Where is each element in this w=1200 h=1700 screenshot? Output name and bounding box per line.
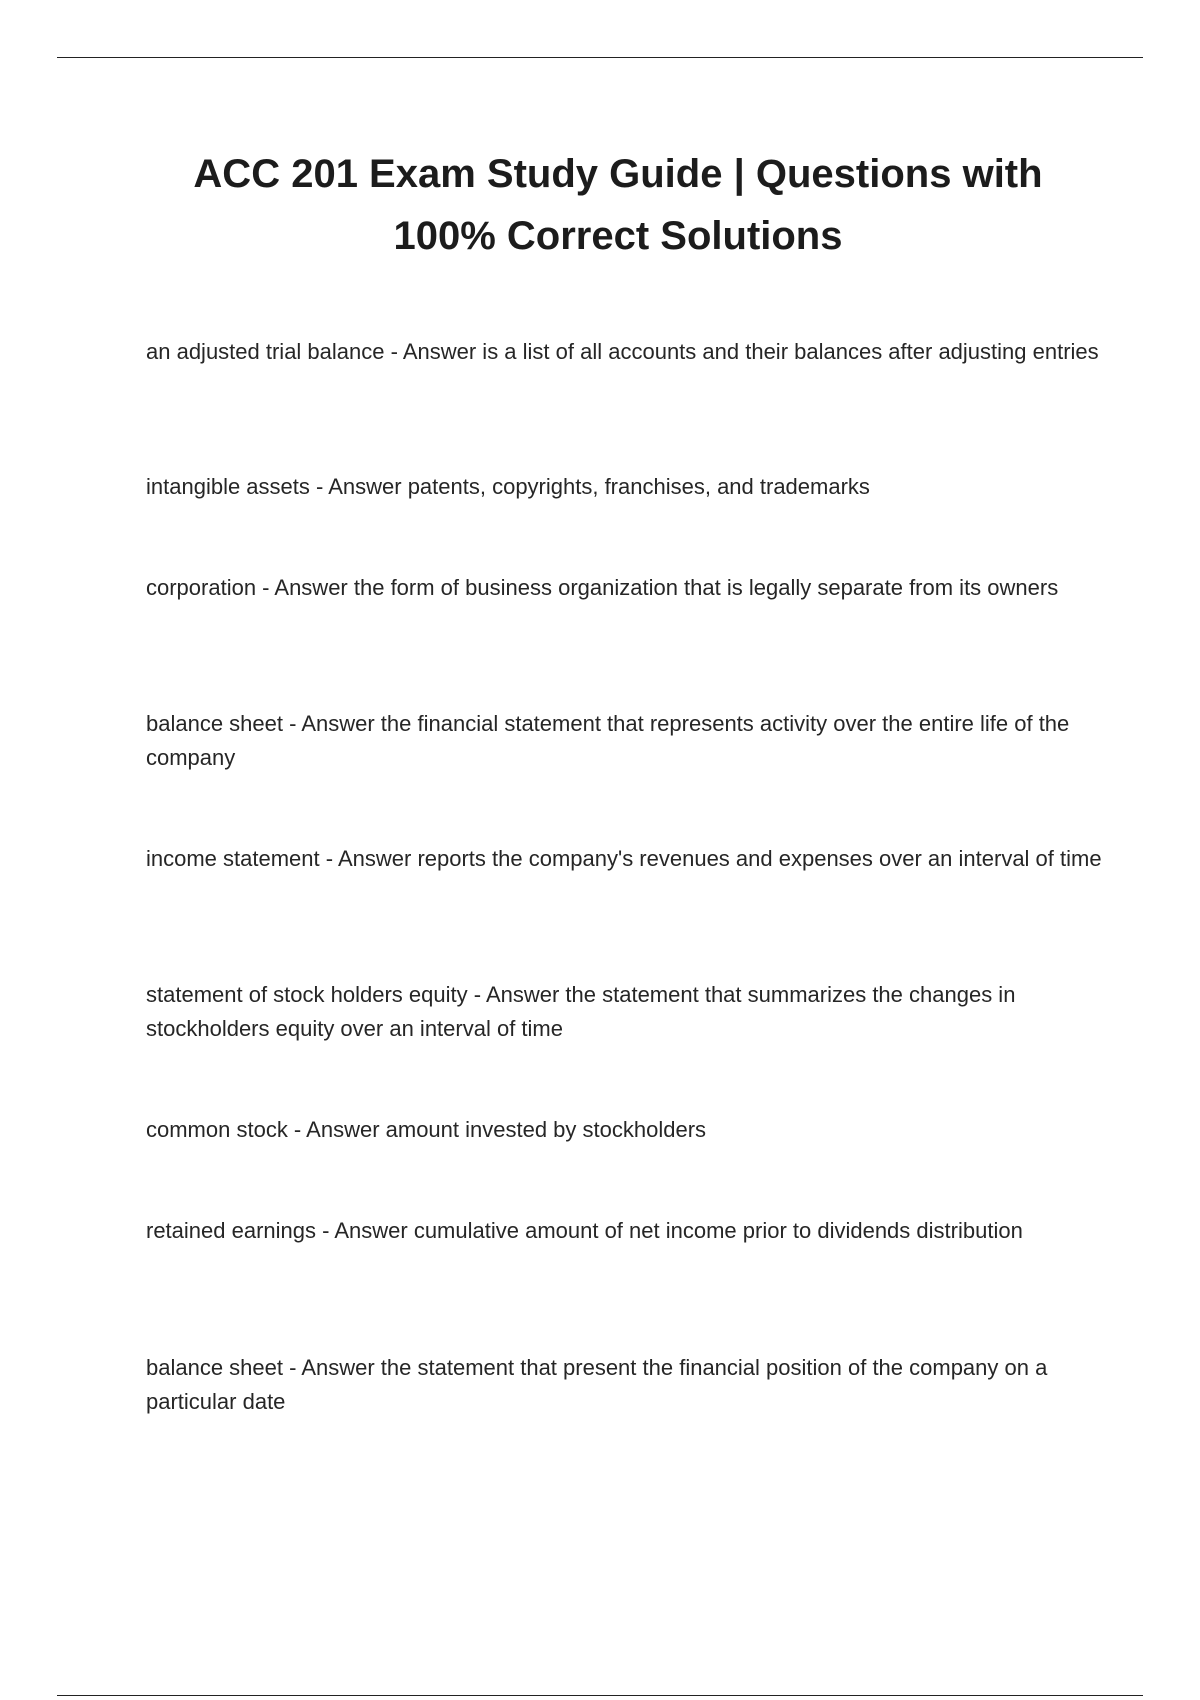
- page-title: [0, 143, 1200, 267]
- qa-entry-common-stock: common stock - Answer amount invested by stockholders: [146, 1117, 707, 1142]
- page-title-line-2: 100% Correct Solutions: [393, 214, 843, 258]
- qa-entry-corporation: corporation - Answer the form of business organization that is legally separate from its owners: [146, 575, 1059, 600]
- qa-entry-adjusted-trial-balance: an adjusted trial balance - Answer is a list of all accounts and their balances after adjusting entries: [146, 339, 1099, 364]
- footer-divider: [57, 1695, 1143, 1696]
- qa-entry-stockholders-equity: statement of stock holders equity - Answer the statement that summarizes the changes in stockholders equity over an interval of time: [146, 982, 1016, 1041]
- qa-entry-balance-sheet-1: balance sheet - Answer the financial statement that represents activity over the entire life of the company: [146, 711, 1070, 770]
- qa-entry-intangible-assets: intangible assets - Answer patents, copyrights, franchises, and trademarks: [146, 474, 870, 499]
- qa-entry-balance-sheet-2: balance sheet - Answer the statement that present the financial position of the company on a particular date: [146, 1355, 1048, 1414]
- qa-entry-retained-earnings: retained earnings - Answer cumulative amount of net income prior to dividends distribution: [146, 1218, 1023, 1243]
- qa-entry-income-statement: income statement - Answer reports the company's revenues and expenses over an interval of time: [146, 846, 1102, 871]
- header-divider: [57, 57, 1143, 58]
- page-title-line-1: ACC 201 Exam Study Guide | Questions with: [193, 152, 1043, 196]
